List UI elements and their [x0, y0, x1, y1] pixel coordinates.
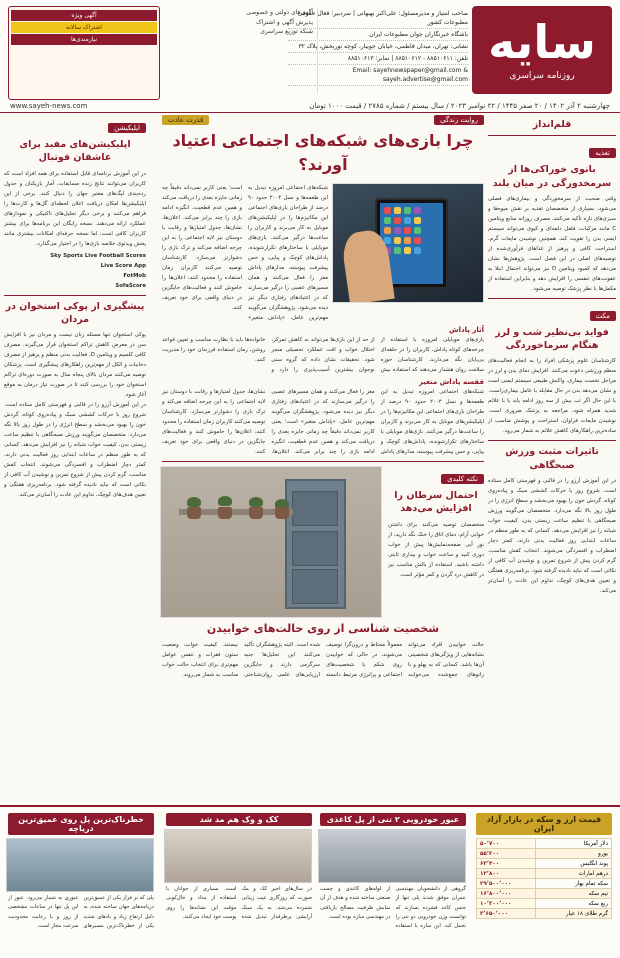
game-photo	[332, 183, 484, 303]
kicker-app: اپلیکیشن	[108, 123, 146, 133]
flag-subhead: قدرت عادت	[162, 115, 209, 125]
rates-title: قیمت ارز و سکه در بازار آزاد ایران	[476, 813, 612, 835]
main-body-2: بازی‌های موبایلی امروزه با استفاده از چرخه‌های کوتاه پاداش، کاربران را در حلقه‌ای بی‌پایان نگه می‌دارند. کارشناسان حوزه سلامت روان هشدار می‌دهند که استفاده بیش از حد از این بازی‌ها می‌تواند به کاهش تمرکز، اختلال خواب و افت عملکرد تحصیلی منجر شود. تحقیقات نشان داده که گروه سنی نوجوان بیشترین آسیب‌پذیری را دارد و خانواده‌ها باید با نظارت مناسب و تعیین قواعد روشن، زمان استفاده فرزندان خود را مدیریت کنند.	[162, 337, 484, 373]
box-line-1: پذیرش آگهی و اشتراک	[256, 18, 313, 26]
rate-label-3: درهم امارات	[536, 869, 612, 879]
newspaper-tagline: روزنامه سراسری	[509, 71, 575, 81]
app-bullet-2: FotMob	[123, 272, 146, 279]
table-row	[477, 889, 612, 899]
rule	[488, 298, 616, 299]
rate-value-2: ۶۳٬۴۰۰	[477, 859, 536, 869]
right-article-0-title: بانوی خوراکی‌ها از سرمخدورگی در میان بلند	[492, 164, 612, 189]
dateline-bar	[0, 100, 620, 113]
rate-value-6: ۱۰٬۲۰۰٬۰۰۰	[477, 899, 536, 909]
personality-article-title: شخصیت شناسی از روی حالت‌های خوابیدن	[206, 622, 440, 635]
rate-label-2: پوند انگلیس	[536, 859, 612, 869]
bottom-card-car	[318, 811, 468, 956]
door-photo	[160, 466, 382, 618]
rate-value-0: ۵۰٬۷۰۰	[477, 839, 536, 849]
app-bullet-1: Live Score App	[100, 262, 146, 269]
license-line: صاحب امتیاز و مدیرمسئول: علی‌اکبر بهبهانی | سردبیر: فعال حقوقی مطبوعات کشور	[288, 8, 468, 29]
personality-article-body: حالت خوابیدن افراد می‌تواند نشانه‌هایی از ویژگی‌های شخصیتی آن‌ها باشد. کسانی که به پهلو و با زانوهای جمع‌شده می‌خوابند معمولاً محتاط و درون‌گرا توصیف می‌شوند، در حالی که خوابیدن روی شکم با شخصیت‌های اجتماعی و پرانرژی مرتبط دانسته شده است. البته پژوهشگران تأکید می‌کنند این تحلیل‌ها جنبه سرگرمی دارند و جایگزین ارزیابی‌های علمی روان‌شناختی نیستند. کیفیت خواب، وضعیت ستون فقرات و تنفس عوامل مهم‌تری برای انتخاب حالت خواب مناسب به شمار می‌روند.	[162, 642, 484, 679]
rate-label-5: نیم سکه	[536, 889, 612, 899]
rule	[488, 440, 616, 441]
rate-value-4: ۲۹٬۵۰۰٬۰۰۰	[477, 879, 536, 889]
right-article-0-body: وقتی صحبت از سرمخوردگی و بیماری‌های فصلی می‌شود، بسیاری از متخصصان تغذیه بر نقش میوه‌ها و سبزی‌های تازه تأکید می‌کنند. مصرف روزانه منابع ویتامین C مانند مرکبات، فلفل دلمه‌ای و کیوی می‌تواند سیستم ایمنی بدن را تقویت کند. همچنین نوشیدن مایعات گرم، استراحت کافی و پرهیز از غذاهای فرآوری‌شده از توصیه‌های اصلی در این فصل است. پژوهش‌ها نشان می‌دهد که کمبود ویتامین D نیز می‌تواند احتمال ابتلا به عفونت‌های تنفسی را افزایش دهد و بنابراین استفاده از مکمل‌ها با نظر پزشک توصیه می‌شود.	[488, 195, 617, 292]
rate-label-6: ربع سکه	[536, 899, 612, 909]
table-row	[477, 839, 612, 849]
promo-1: اشتراک سالانه	[11, 22, 157, 33]
door-shape	[285, 479, 346, 609]
rule	[162, 461, 484, 462]
card-0-body: گروهی از دانشجویان مهندسی عمران موفق شدند پلی تنها از جنس کاغذ فشرده بسازند که توانست وزن خودرویی دو تنی را تحمل کند. این سازه با استفاده از لوله‌های کاغذی و چسب صنعتی ساخته شده و هدف از آن نمایش ظرفیت مصالح بازیافتی در مهندسی سازه بوده است.	[320, 886, 466, 930]
table-row	[477, 849, 612, 859]
main-headline: چرا بازی‌های شبکه‌های اجتماعی اعتیاد آورند؟	[172, 131, 474, 174]
main-subhead-1: آثار پاداش	[448, 326, 484, 334]
rate-label-7: گرم طلای ۱۸ عیار	[536, 909, 612, 919]
rule	[488, 135, 616, 136]
left-article-1-body-extra: در این آموزش آرزو را در قالبی و فهرستی کامل ستاده است. شروع روز با حرکات کششی سبک و پیاده‌روی کوتاه، گردش خون را بهبود می‌بخشد و سطح انرژی را در طول روز بالا نگه می‌دارد. متخصصان می‌گویند ورزش صبحگاهی با تنظیم ساعت زیستی بدن، کیفیت خواب شبانه را نیز افزایش می‌دهد. کسانی که به طور منظم در ساعات ابتدایی روز فعالیت بدنی دارند، کمتر دچار اضطراب و افسردگی می‌شوند. انتخاب کفش مناسب، گرم کردن پیش از شروع تمرین و نوشیدن آب کافی از نکاتی است که نباید نادیده گرفته شود. برنامه‌ریزی هفتگی و تعیین هدف‌های کوچک، تداوم این عادت را آسان‌تر می‌کند.	[4, 402, 146, 499]
rate-value-3: ۱۳٬۸۰۰	[477, 869, 536, 879]
table-row	[477, 859, 612, 869]
newspaper-title: سایه	[488, 15, 596, 69]
section-header-right: قلم‌انداز	[532, 119, 572, 130]
masthead	[0, 0, 620, 102]
bottom-strip	[0, 805, 620, 958]
mid-lower-body: متخصصان توصیه می‌کنند برای داشتن خوابی آرام، دمای اتاق را خنک نگه دارید، از نور آبی صفحه‌نمایش‌ها پیش از خواب دوری کنید و ساعت خواب و بیداری ثابتی داشته باشید. استفاده از بالش مناسب نیز در کاهش درد گردن و کمر مؤثر است.	[388, 521, 484, 578]
right-article-1-title: فواید بی‌نظیر شب و لرز هنگام سرماخوردگی	[495, 326, 609, 352]
app-bullet-3: SofaScore	[115, 282, 146, 289]
left-article-0-title: اپلیکیشن‌های مفید برای عاشقان فوتبال	[19, 139, 131, 164]
rule	[4, 295, 146, 296]
face-photo	[164, 829, 312, 883]
kicker-nutrition: تغذیه	[589, 148, 616, 158]
app-bullet-0: Sky Sports Live Football Scores	[50, 252, 146, 259]
card-2-title: خطرناک‌ترین پل روی عمیق‌ترین دریاچه	[8, 813, 154, 835]
table-row	[477, 869, 612, 879]
right-article-1-body: کارشناسان علوم پزشکی افراد را به انجام فعالیت‌های منظم ورزشی دعوت می‌کنند. افزایش دمای بدن و لرز در مراحل نخست بیماری، واکنش طبیعی سیستم ایمنی است و نشان می‌دهد بدن در حال مقابله با عامل بیماری‌زاست. با این حال اگر تب بیش از سه روز ادامه یابد یا با علائم شدید همراه شود، مراجعه به پزشک ضروری است. نوشیدن مایعات فراوان، استراحت و پوشش مناسب از ساده‌ترین راهکارهای کاهش علائم به شمار می‌رود.	[488, 358, 616, 435]
column-right	[488, 115, 616, 596]
email-line: Email: sayehnewspaper@gmail.com & sayeh.advertise@gmail.com	[288, 65, 468, 86]
mid-lower-title: احتمال سرطان را افزایش می‌دهد	[394, 490, 478, 515]
column-left	[4, 115, 146, 500]
table-row	[477, 909, 612, 919]
right-article-2-body: در این آموزش آرزو را در قالبی و فهرستی کامل ستاده است. شروع روز با حرکات کششی سبک و پیاده‌روی کوتاه، گردش خون را بهبود می‌بخشد و سطح انرژی را در طول روز بالا نگه می‌دارد. متخصصان می‌گویند ورزش صبحگاهی با تنظیم ساعت زیستی بدن، کیفیت خواب شبانه را نیز افزایش می‌دهد. کسانی که به طور منظم در ساعات ابتدایی روز فعالیت بدنی دارند، کمتر دچار اضطراب و افسردگی می‌شوند. انتخاب کفش مناسب، گرم کردن پیش از شروع تمرین و نوشیدن آب کافی از نکاتی است که نباید نادیده گرفته شود. برنامه‌ریزی هفتگی و تعیین هدف‌های کوچک، تداوم این عادت را آسان‌تر می‌کند.	[488, 478, 616, 595]
left-article-0-body: در این آموزش برنامه‌ای قابل استفاده برای همه افراد است که کاربران می‌توانند نتایج زنده مسابقات، آمار بازیکنان و جدول رده‌بندی لیگ‌های معتبر جهان را دنبال کنند. برخی از این اپلیکیشن‌ها امکان دریافت اعلان لحظه‌ای گل‌ها و کارت‌ها را فراهم می‌کنند و برخی دیگر تحلیل‌های تاکتیکی و نمودارهای عملکرد ارائه می‌دهند. نسخه رایگان این برنامه‌ها برای بیشتر کاربران کافی است، اما نسخه حرفه‌ای امکانات بیشتری مانند پخش ویدئوی خلاصه بازی‌ها را در اختیار می‌گذارد.	[4, 170, 146, 247]
card-1-body: در سال‌های اخیر کک و مک صورت که روزگاری عیب زیبایی شمرده می‌شد، به یک سبک آرایشی پرطرفدار تبدیل شده است. بسیاری از جوانان با استفاده از مداد و خال‌کوبی موقت این نشانه‌ها را روی پوست خود ایجاد می‌کنند.	[166, 886, 312, 921]
kicker-key-note: نکته کلیدی	[441, 474, 484, 484]
masthead-promo	[8, 6, 160, 100]
main-body-intro: شبکه‌های اجتماعی امروزه تبدیل به این طعمه‌ها و نسل ۲۰۰۴ حدود ۹۰ درصد از طراحان بازی‌های اجتماعی این مکانیزم‌ها را در اپلیکیشن‌های موبایل به کار می‌برند و کاربران را ساعت‌ها درگیر می‌کنند. بازی‌های موبایلی با ساختارهای تکرارشونده، پاداش‌های کوچک و پیاپی، و حس پیشرفت پیوسته، مدارهای پاداش مغز را فعال می‌کنند و همان مسیرهای عصبی را درگیر می‌سازند که در اعتیادهای رفتاری دیگر نیز دیده می‌شود. پژوهشگران می‌گویند مهم‌ترین عامل، «پاداش متغیر» است؛ یعنی کاربر نمی‌داند دقیقاً چه زمانی جایزه بعدی را دریافت می‌کند و همین عدم قطعیت، انگیزه ادامه بازی را چند برابر می‌کند. اعلان‌ها، نشان‌ها، جدول امتیازها و رقابت با دوستان نیز لایه اجتماعی را به این چرخه اضافه می‌کند و ترک بازی را دشوارتر می‌سازد. کارشناسان توصیه می‌کنند کاربران زمان استفاده را محدود کنند، اعلان‌ها را خاموش کنند و فعالیت‌های جایگزین در دنیای واقعی برای خود تعریف کنند.	[162, 185, 328, 321]
newspaper-logo	[472, 6, 612, 94]
content-area	[0, 115, 620, 805]
phones-line: تلفن: ۸۸۵۱۰۶۱۱ - ۸۸۵۱۰۶۱۲ | نمابر: ۸۸۵۱۰۶۱۳	[288, 53, 468, 65]
org-line: باشگاه خبرنگاران جوان مطبوعات ایران	[288, 29, 468, 41]
flag-life-story: روایت زندگی	[434, 115, 484, 125]
card-2-body: پلی که بر فراز یکی از عمیق‌ترین دریاچه‌های جهان ساخته شده، به دلیل ارتفاع زیاد و بادهای شدید یکی از خطرناک‌ترین مسیرهای عبوری به شمار می‌رود. عبور از این پل تنها در ساعات مشخصی از روز و با رعایت محدودیت سرعت مجاز است.	[8, 895, 154, 930]
column-main	[162, 115, 484, 680]
rate-value-1: ۵۵٬۲۰۰	[477, 849, 536, 859]
card-0-title: عبور خودرویی ۲ تنی از پل کاغذی	[320, 813, 466, 826]
table-row	[477, 899, 612, 909]
main-body-3: شبکه‌های اجتماعی امروزه تبدیل به این طعمه‌ها و نسل ۲۰۰۴ حدود ۹۰ درصد از طراحان بازی‌های اجتماعی این مکانیزم‌ها را در اپلیکیشن‌های موبایل به کار می‌برند و کاربران را ساعت‌ها درگیر می‌کنند. بازی‌های موبایلی با ساختارهای تکرارشونده، پاداش‌های کوچک و پیاپی، و حس پیشرفت پیوسته، مدارهای پاداش مغز را فعال می‌کنند و همان مسیرهای عصبی را درگیر می‌سازند که در اعتیادهای رفتاری دیگر نیز دیده می‌شود. پژوهشگران می‌گویند مهم‌ترین عامل، «پاداش متغیر» است؛ یعنی کاربر نمی‌داند دقیقاً چه زمانی جایزه بعدی را دریافت می‌کند و همین عدم قطعیت، انگیزه ادامه بازی را چند برابر می‌کند. اعلان‌ها، نشان‌ها، جدول امتیازها و رقابت با دوستان نیز لایه اجتماعی را به این چرخه اضافه می‌کند و ترک بازی را دشوارتر می‌سازد. کارشناسان توصیه می‌کنند کاربران زمان استفاده را محدود کنند، اعلان‌ها را خاموش کنند و فعالیت‌های جایگزین در دنیای واقعی برای خود تعریف کنند.	[162, 389, 484, 455]
car-bridge-photo	[318, 829, 466, 883]
box-line-0: آگهی‌های دولتی و خصوصی	[246, 9, 313, 16]
masthead-box	[158, 8, 318, 94]
left-article-1-body: پوکی استخوان تنها مسئله زنان نیست و مردان نیز با افزایش سن در معرض کاهش تراکم استخوان قرار می‌گیرند. مصرف کافی کلسیم و ویتامین D، فعالیت بدنی منظم و پرهیز از مصرف دخانیات و الکل از مهم‌ترین راهکارهای پیشگیری است. پزشکان توصیه می‌کنند مردان بالای پنجاه سال به صورت دوره‌ای تراکم استخوان خود را بررسی کنند تا در صورت نیاز درمان به موقع آغاز شود.	[4, 332, 146, 399]
box-line-2: شبکه توزیع سراسری	[260, 28, 313, 36]
main-subhead-2: قفسه پاداش متغیر	[418, 378, 484, 386]
address-line: نشانی: تهران، میدان فاطمی، خیابان جویبار، کوچه نوربخش، پلاک ۳۲	[288, 41, 468, 53]
promo-0: آگهی ویژه	[11, 10, 157, 21]
left-article-1-title: پیشگیری از پوکی استخوان در مردان	[5, 300, 145, 325]
dateline-left: www.sayeh-news.com	[10, 102, 88, 110]
rate-value-5: ۱۶٬۸۰۰٬۰۰۰	[477, 889, 536, 899]
rates-table	[476, 838, 612, 919]
lake-bridge-photo	[6, 838, 154, 892]
rate-label-4: سکه تمام بهار	[536, 879, 612, 889]
dateline-right: چهارشنبه ۲ آذر ۱۴۰۲ / ۲۰ صفر ۱۴۴۵ / ۲۲ نوامبر ۲۰۲۳ / سال بیستم / شماره ۲۷۸۵ / قیمت ۱۰۰۰ تومان	[309, 102, 610, 110]
rate-value-7: ۲٬۶۵۰٬۰۰۰	[477, 909, 536, 919]
table-row	[477, 879, 612, 889]
rate-label-1: یورو	[536, 849, 612, 859]
rate-label-0: دلار آمریکا	[536, 839, 612, 849]
bottom-card-freckles	[164, 811, 314, 956]
right-article-2-title: تاثیرات مثبت ورزش صبحگاهی	[505, 446, 599, 471]
promo-2: نیازمندی‌ها	[11, 34, 157, 45]
bottom-card-bridge	[6, 811, 156, 956]
rates-box	[474, 811, 614, 956]
card-1-title: کک و وک هم مد شد	[166, 813, 312, 826]
kicker-pause: مکث	[590, 311, 617, 321]
